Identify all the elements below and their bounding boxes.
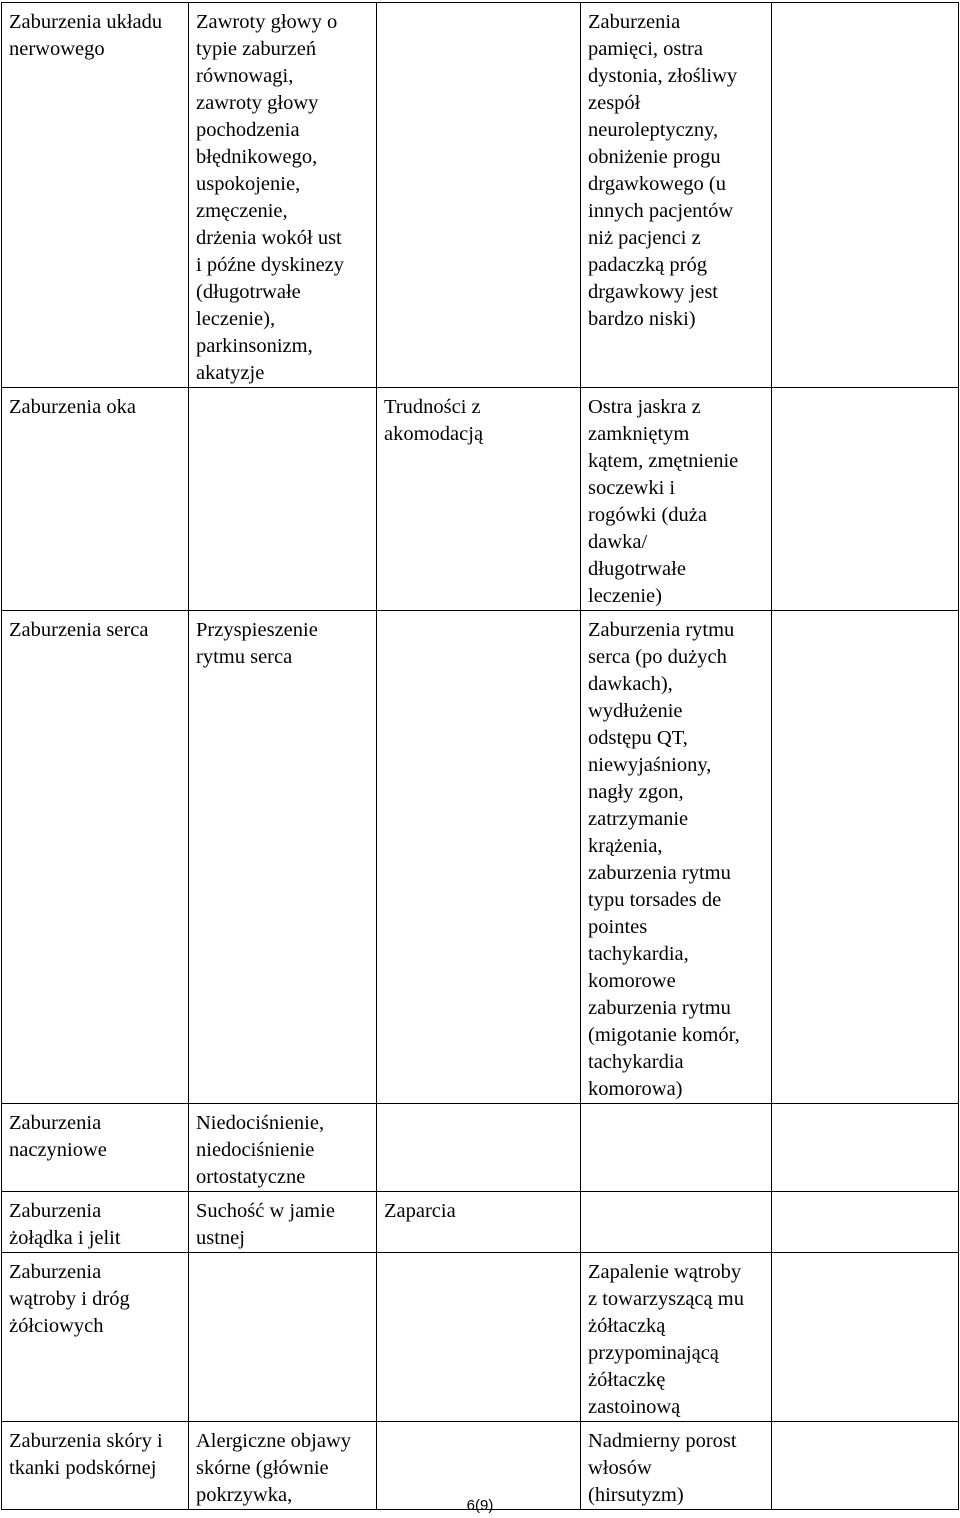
frequency-cell: Alergiczne objawy skórne (głównie pokrzywka, [189,1422,377,1510]
frequency-cell [377,611,581,1104]
frequency-cell [772,1253,959,1422]
table-row [2,388,959,611]
frequency-cell [377,1253,581,1422]
organ-class-cell: Zaburzenia naczyniowe [2,1104,189,1192]
frequency-cell [772,388,959,611]
table-row [2,3,959,388]
adverse-effects-table [1,2,959,1510]
organ-class-cell: Zaburzenia układu nerwowego [2,3,189,388]
organ-class-cell: Zaburzenia oka [2,388,189,611]
frequency-cell [189,1253,377,1422]
page-footer [0,1497,960,1515]
frequency-cell: Niedociśnienie, niedociśnienie ortostatyczne [189,1104,377,1192]
organ-class-cell: Zaburzenia skóry i tkanki podskórnej [2,1422,189,1510]
frequency-cell: Zaburzenia rytmu serca (po dużych dawkach), wydłużenie odstępu QT, niewyjaśniony, nagły zgon, zatrzymanie krążenia, zaburzenia rytmu typu torsades de pointes tachykardia, komorowe zaburzenia rytmu (migotanie komór, tachykardia komorowa) [581,611,772,1104]
organ-class-cell: Zaburzenia serca [2,611,189,1104]
page-number: 6(9) [466,1497,494,1514]
table-row [2,1253,959,1422]
frequency-cell [377,3,581,388]
frequency-cell [581,1192,772,1253]
frequency-cell [581,1104,772,1192]
frequency-cell [772,1104,959,1192]
frequency-cell [772,1192,959,1253]
frequency-cell [772,611,959,1104]
organ-class-cell: Zaburzenia żołądka i jelit [2,1192,189,1253]
frequency-cell: Przyspieszenie rytmu serca [189,611,377,1104]
table-row [2,1192,959,1253]
table-row [2,611,959,1104]
organ-class-cell: Zaburzenia wątroby i dróg żółciowych [2,1253,189,1422]
frequency-cell: Ostra jaskra z zamkniętym kątem, zmętnienie soczewki i rogówki (duża dawka/ długotrwałe leczenie) [581,388,772,611]
frequency-cell: Zaparcia [377,1192,581,1253]
frequency-cell: Trudności z akomodacją [377,388,581,611]
frequency-cell [377,1104,581,1192]
frequency-cell: Suchość w jamie ustnej [189,1192,377,1253]
frequency-cell [772,3,959,388]
frequency-cell: Zaburzenia pamięci, ostra dystonia, złośliwy zespół neuroleptyczny, obniżenie progu drgawkowego (u innych pacjentów niż pacjenci z padaczką próg drgawkowy jest bardzo niski) [581,3,772,388]
frequency-cell [189,388,377,611]
table-row [2,1104,959,1192]
frequency-cell: Zapalenie wątroby z towarzyszącą mu żółtaczką przypominającą żółtaczkę zastoinową [581,1253,772,1422]
frequency-cell: Zawroty głowy o typie zaburzeń równowagi, zawroty głowy pochodzenia błędnikowego, uspokojenie, zmęczenie, drżenia wokół ust i późne dyskinezy (długotrwałe leczenie), parkinsonizm, akatyzje [189,3,377,388]
frequency-cell: Nadmierny porost włosów (hirsutyzm) [581,1422,772,1510]
